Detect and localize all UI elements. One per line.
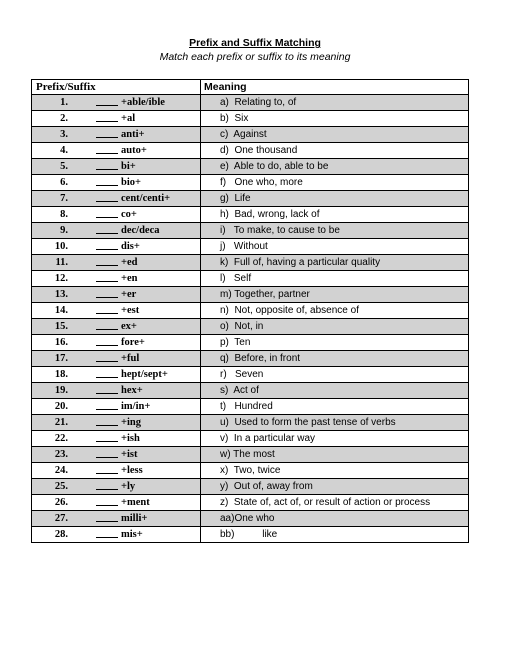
table-row [32, 175, 469, 191]
answer-blank[interactable] [96, 479, 118, 490]
table-row [32, 415, 469, 431]
item-number: 1. [60, 97, 68, 109]
answer-blank[interactable] [96, 191, 118, 202]
prefix-cell [32, 415, 201, 431]
meaning-cell: w) The most [201, 447, 469, 463]
affix-text: co+ [121, 209, 137, 221]
table-row [32, 191, 469, 207]
meaning-cell: bb) like [201, 527, 469, 543]
meaning-cell: u) Used to form the past tense of verbs [201, 415, 469, 431]
meaning-cell: h) Bad, wrong, lack of [201, 207, 469, 223]
affix-text: hex+ [121, 385, 143, 397]
meaning-cell: n) Not, opposite of, absence of [201, 303, 469, 319]
affix-text: ex+ [121, 321, 137, 333]
affix-text: anti+ [121, 129, 145, 141]
table-row [32, 207, 469, 223]
prefix-cell [32, 111, 201, 127]
item-number: 18. [54, 369, 68, 381]
affix-text: hept/sept+ [121, 369, 168, 381]
answer-blank[interactable] [96, 159, 118, 170]
item-number: 4. [60, 145, 68, 157]
answer-blank[interactable] [96, 351, 118, 362]
answer-blank[interactable] [96, 367, 118, 378]
item-number: 21. [54, 417, 68, 429]
affix-text: +able/ible [121, 97, 165, 109]
prefix-cell [32, 463, 201, 479]
table-row [32, 431, 469, 447]
prefix-cell [32, 479, 201, 495]
table-row [32, 335, 469, 351]
affix-text: +ish [121, 433, 140, 445]
answer-blank[interactable] [96, 271, 118, 282]
prefix-cell [32, 319, 201, 335]
meaning-cell: x) Two, twice [201, 463, 469, 479]
item-number: 27. [54, 513, 68, 525]
affix-text: +al [121, 113, 136, 125]
meaning-cell: a) Relating to, of [201, 95, 469, 111]
item-number: 23. [54, 449, 68, 461]
table-row [32, 383, 469, 399]
prefix-cell [32, 239, 201, 255]
affix-text: dis+ [121, 241, 140, 253]
item-number: 3. [60, 129, 68, 141]
affix-text: mis+ [121, 529, 143, 541]
answer-blank[interactable] [96, 319, 118, 330]
answer-blank[interactable] [96, 511, 118, 522]
table-row [32, 367, 469, 383]
answer-blank[interactable] [96, 111, 118, 122]
item-number: 17. [54, 353, 68, 365]
table-row [32, 143, 469, 159]
matching-table [31, 79, 469, 543]
answer-blank[interactable] [96, 415, 118, 426]
table-row [32, 159, 469, 175]
affix-text: bi+ [121, 161, 136, 173]
meaning-cell: b) Six [201, 111, 469, 127]
affix-text: +ist [121, 449, 138, 461]
item-number: 7. [60, 193, 68, 205]
answer-blank[interactable] [96, 303, 118, 314]
item-number: 10. [54, 241, 68, 253]
meaning-cell: e) Able to do, able to be [201, 159, 469, 175]
table-row [32, 127, 469, 143]
answer-blank[interactable] [96, 127, 118, 138]
table-header-row [32, 80, 469, 95]
table-row [32, 495, 469, 511]
meaning-cell: r) Seven [201, 367, 469, 383]
prefix-cell [32, 207, 201, 223]
prefix-cell [32, 351, 201, 367]
prefix-cell [32, 191, 201, 207]
prefix-cell [32, 511, 201, 527]
affix-text: +ment [121, 497, 150, 509]
table-row [32, 223, 469, 239]
answer-blank[interactable] [96, 255, 118, 266]
meaning-cell: i) To make, to cause to be [201, 223, 469, 239]
table-row [32, 527, 469, 543]
item-number: 19. [54, 385, 68, 397]
prefix-cell [32, 447, 201, 463]
affix-text: +er [121, 289, 137, 301]
answer-blank[interactable] [96, 223, 118, 234]
affix-text: cent/centi+ [121, 193, 171, 205]
affix-text: +ed [121, 257, 138, 269]
answer-blank[interactable] [96, 207, 118, 218]
affix-text: +en [121, 273, 138, 285]
meaning-cell: j) Without [201, 239, 469, 255]
prefix-cell [32, 431, 201, 447]
affix-text: im/in+ [121, 401, 151, 413]
answer-blank[interactable] [96, 175, 118, 186]
column-header-prefix-suffix: Prefix/Suffix [32, 80, 201, 95]
item-number: 5. [60, 161, 68, 173]
meaning-cell: l) Self [201, 271, 469, 287]
prefix-cell [32, 303, 201, 319]
table-row [32, 111, 469, 127]
meaning-cell: g) Life [201, 191, 469, 207]
affix-text: +ful [121, 353, 140, 365]
affix-text: +ly [121, 481, 136, 493]
answer-blank[interactable] [96, 143, 118, 154]
answer-blank[interactable] [96, 335, 118, 346]
item-number: 2. [60, 113, 68, 125]
meaning-cell: o) Not, in [201, 319, 469, 335]
item-number: 16. [54, 337, 68, 349]
item-number: 26. [54, 497, 68, 509]
table-row [32, 447, 469, 463]
answer-blank[interactable] [96, 463, 118, 474]
meaning-cell: d) One thousand [201, 143, 469, 159]
answer-blank[interactable] [96, 287, 118, 298]
answer-blank[interactable] [96, 447, 118, 458]
affix-text: milli+ [121, 513, 148, 525]
meaning-cell: c) Against [201, 127, 469, 143]
table-row [32, 95, 469, 111]
table-row [32, 479, 469, 495]
table-row [32, 287, 469, 303]
item-number: 25. [54, 481, 68, 493]
prefix-cell [32, 287, 201, 303]
meaning-cell: q) Before, in front [201, 351, 469, 367]
affix-text: bio+ [121, 177, 141, 189]
prefix-cell [32, 527, 201, 543]
meaning-cell: z) State of, act of, or result of action or process [201, 495, 469, 511]
item-number: 8. [60, 209, 68, 221]
prefix-cell [32, 399, 201, 415]
table-row [32, 271, 469, 287]
meaning-cell: aa)One who [201, 511, 469, 527]
meaning-cell: k) Full of, having a particular quality [201, 255, 469, 271]
table-row [32, 399, 469, 415]
prefix-cell [32, 127, 201, 143]
item-number: 6. [60, 177, 68, 189]
answer-blank[interactable] [96, 527, 118, 538]
item-number: 11. [55, 257, 68, 269]
answer-blank[interactable] [96, 495, 118, 506]
item-number: 12. [54, 273, 68, 285]
table-row [32, 255, 469, 271]
answer-blank[interactable] [96, 95, 118, 106]
prefix-cell [32, 495, 201, 511]
answer-blank[interactable] [96, 431, 118, 442]
prefix-cell [32, 255, 201, 271]
item-number: 24. [54, 465, 68, 477]
page-title: Prefix and Suffix Matching [189, 37, 321, 49]
prefix-cell [32, 383, 201, 399]
meaning-cell: m) Together, partner [201, 287, 469, 303]
prefix-cell [32, 143, 201, 159]
meaning-cell: t) Hundred [201, 399, 469, 415]
item-number: 28. [54, 529, 68, 541]
table-row [32, 511, 469, 527]
table-row [32, 303, 469, 319]
affix-text: +less [121, 465, 143, 477]
prefix-cell [32, 175, 201, 191]
prefix-cell [32, 95, 201, 111]
table-row [32, 239, 469, 255]
affix-text: +ing [121, 417, 141, 429]
answer-blank[interactable] [96, 399, 118, 410]
meaning-cell: v) In a particular way [201, 431, 469, 447]
prefix-cell [32, 367, 201, 383]
meaning-cell: f) One who, more [201, 175, 469, 191]
prefix-cell [32, 223, 201, 239]
prefix-cell [32, 271, 201, 287]
meaning-cell: p) Ten [201, 335, 469, 351]
affix-text: dec/deca [121, 225, 160, 237]
answer-blank[interactable] [96, 239, 118, 250]
item-number: 13. [54, 289, 68, 301]
affix-text: +est [121, 305, 140, 317]
answer-blank[interactable] [96, 383, 118, 394]
meaning-cell: s) Act of [201, 383, 469, 399]
table-row [32, 463, 469, 479]
table-row [32, 351, 469, 367]
prefix-cell [32, 159, 201, 175]
item-number: 9. [60, 225, 68, 237]
table-row [32, 319, 469, 335]
page-subtitle: Match each prefix or suffix to its meaning [159, 51, 351, 63]
column-header-meaning: Meaning [201, 80, 469, 95]
item-number: 15. [54, 321, 68, 333]
item-number: 22. [54, 433, 68, 445]
affix-text: auto+ [121, 145, 147, 157]
meaning-cell: y) Out of, away from [201, 479, 469, 495]
prefix-cell [32, 335, 201, 351]
item-number: 14. [54, 305, 68, 317]
item-number: 20. [54, 401, 68, 413]
affix-text: fore+ [121, 337, 145, 349]
